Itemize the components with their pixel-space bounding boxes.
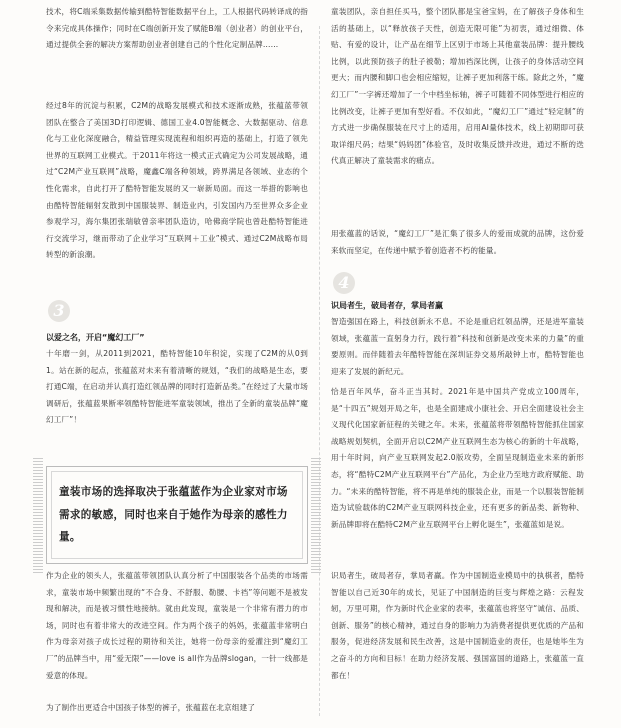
intro-paragraph: 技术，将C端采集数据传输到酷特智能数据平台上，工人根据代码转译成的指令来完成具体操作；同时在C端创新开发了赋能B端（创业者）的创业平台，通过提供全套的解决方案帮助创业者创建自己的个性化定制品牌…… — [46, 7, 308, 50]
column-divider — [319, 26, 320, 716]
section-number-badge — [48, 300, 70, 322]
section-number: 4 — [338, 273, 350, 292]
body-paragraph: 用张蕴蓝的话说，“魔幻工厂”是汇集了很多人的爱而成就的品牌，这份爱来软而坚定，在传递中赋予着创造者不朽的能量。 — [331, 229, 584, 255]
section-heading: 以爱之名，开启“魔幻工厂” — [46, 333, 145, 342]
body-paragraph-continued: 为了制作出更适合中国孩子体型的裤子，张蕴蓝在北京组建了 — [46, 703, 256, 712]
body-paragraph: 作为企业的领头人，张蕴蓝带领团队认真分析了中国服装各个品类的市场需求，童装市场中频繁出现的“不合身、不舒服、勒腰、卡裆”等问题不是被发现和解决，而是被习惯性地接纳。就由此发现，童装是一个非常有潜力的市场，同时也有着非常大的改进空间。作为两个孩子的妈妈，张蕴蓝非常明白作为母亲对孩子成长过程的期待和关注，她将一份母亲的爱灌注到“魔幻工厂”的品牌当中，用“爱无限”——love is all作为品牌slogan，一针一线都是爱意的体现。 — [46, 571, 308, 680]
strategy-paragraph: 经过8年的沉淀与积累，C2M的战略发展模式和技术逐渐成熟，张蕴蓝带领团队在整合了美国3D打印逻辑、德国工业4.0智能概念、大数据驱动、信息化与工业化深度融合，精益管理实现流程和组织再造的基础上，打造了领先世界的互联网工业模式。于2011年将这一模式正式确定为公司发展战略，通过“C2M产业互联网”战略，魔鑫C端各种领域，跨界满足各领域、业态的个性化需求，自此打开了酷特智能发展的又一崭新局面。而这一举措的影响也由酷特智能辐射发散到中国服装界、制造业内，引发国内乃至世界众多企业参观学习，海尔集团张瑞敏曾亲率团队造访，哈佛商学院也曾赴酷特智能进行交流学习，继而带动了企业学习“互联网＋工业”模式、通过C2M战略布局转型的新浪潮。 — [46, 101, 308, 260]
pull-quote-box — [46, 466, 308, 564]
pull-quote: 童装市场的选择取决于张蕴蓝作为企业家对市场需求的敏感，同时也来自于她作为母亲的感性力量。 — [59, 486, 288, 543]
section-paragraph: 恰是百年风华，奋斗正当其时。2021年是中国共产党成立100周年，是“十四五”规划开局之年，也是全面建成小康社会、开启全面建设社会主义现代化国家新征程的关键之年。未来，张蕴蓝将带领酷特智能抓住国家战略规划契机，全面开启以C2M产业互联网生态为核心的新的十年战略，用十年时间，向产业互联网发起2.0版攻势，全面呈现制造业未来的新形态，将“酷特C2M产业互联网平台”产品化，为企业乃至地方政府赋能、助力。“未来的酷特智能，将不再是单纯的服装企业，而是一个以服装智能制造为试验载体的C2M产业互联网科技企业，还有更多的新品类、新物种、新品牌即将在酷特C2M产业互联网平台上孵化诞生”，张蕴蓝如是说。 — [331, 387, 584, 529]
section-paragraph: 智造强国在路上，科技创新永不息。不论是重启红领品牌，还是进军童装领域，张蕴蓝一直躬身力行，践行着“科技和创新是改变未来的力量”的重要原则。而伴随着去年酷特智能在深圳证券交易所敲钟上市，酷特智能也迎来了发展的新纪元。 — [331, 317, 584, 376]
section-number: 3 — [53, 301, 65, 320]
quote-deco-left — [33, 458, 43, 574]
section-heading: 识局者生，破局者存，掌局者赢 — [331, 301, 443, 310]
section-paragraph: 十年磨一剑，从2011到2021，酷特智能10年积淀，实现了C2M的从0到1。站在新的起点，张蕴蓝对未来有着清晰的规划，“我们的战略是生态，要打通C端，在启动并认真打造红领品牌的同时打造新品类。”在经过了大量市场调研后，张蕴蓝果断率领酷特智能进军童装领域，推出了全新的童装品牌“魔幻工厂”！ — [46, 349, 308, 425]
section-number-badge — [333, 272, 355, 294]
quote-deco-right — [311, 458, 321, 574]
body-paragraph: 童装团队，亲自担任买马，整个团队都是宝爸宝妈，在了解孩子身体和生活的基础上，以“释放孩子天性，创造无限可能”为初衷，通过细微、体贴、有爱的设计，让产品在细节上区别于市场上其他童装品牌：提升腰线比例，以此预防孩子的肚子被勒；增加裆深比例，让孩子的身体活动空间更大；而内腰和脚口也会相应缩短，让裤子更加利落干练。除此之外，“魔幻工厂”一字裤还增加了一个中档坐标轴，裤子可随着不同体型进行相应的比例改变，让裤子更加有型好看。不仅如此，“魔幻工厂”通过“轻定制”的方式进一步确保服装在尺寸上的适用，启用AI量体技术，线上初期即可获取详细尺码；结果“妈妈团”体验官，及时收集反馈并改进，通过不断的迭代真正解决了童装需求的痛点。 — [331, 7, 584, 166]
section-paragraph: 识局者生，破局者存，掌局者赢。作为中国制造业模局中的执棋者，酷特智能以自己近30年的成长，见证了中国制造的巨变与辉煌之路：云程发轫，万里可期，作为新时代企业家的表率，张蕴蓝也将坚守“诚信、品质、创新、服务”的核心精神，通过自身的影响力为消费者提供更优质的产品和服务，促进经济发展和民生改善，这是中国制造业的责任，也是她毕生为之奋斗的方向和目标！在助力经济发展、强国富国的道路上，张蕴蓝一直都在！ — [331, 571, 584, 680]
